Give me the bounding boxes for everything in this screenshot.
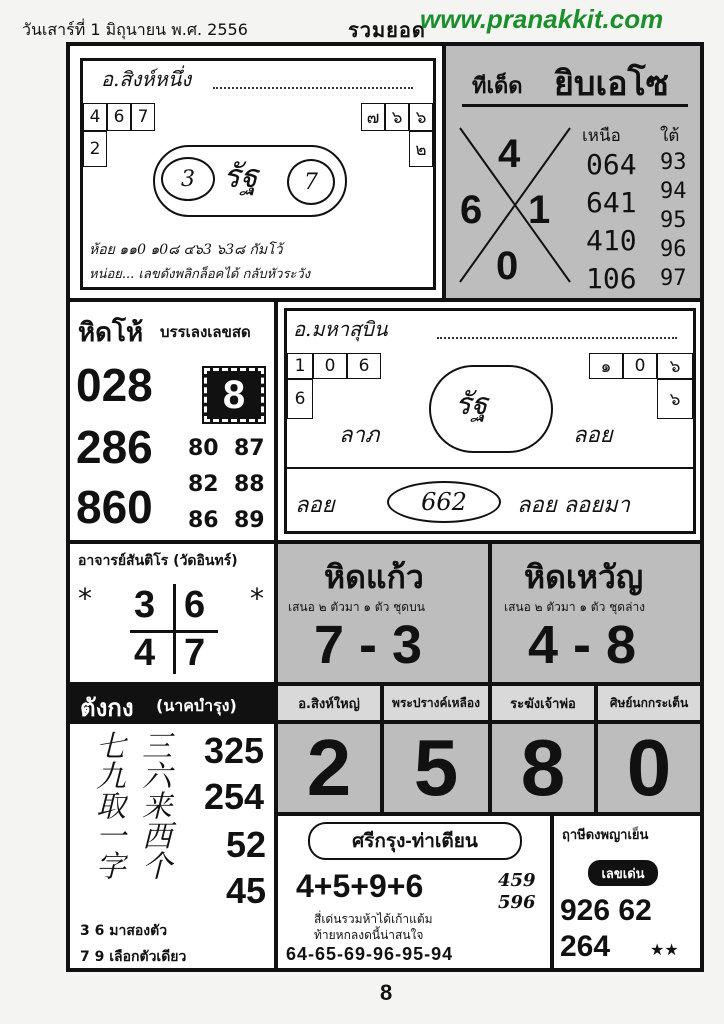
- sanitro-tl: 3: [134, 584, 156, 626]
- tang-kong-num-0: 325: [204, 730, 265, 771]
- ruesi-title: ฤาษีดงพญาเย็น: [562, 828, 649, 843]
- tang-kong-num-3: 45: [226, 870, 267, 911]
- four-label-2: ระฆังเจ้าพ่อ: [490, 684, 596, 722]
- guru-maha-r2: 0: [623, 353, 657, 379]
- sanitro-br: 7: [184, 632, 206, 674]
- hit-kaew-title: หิดแก้ว: [324, 559, 424, 595]
- hit-ho-title: หิดโห้: [78, 317, 144, 347]
- tang-kong-header: [68, 684, 276, 722]
- header-website[interactable]: www.pranakkit.com: [420, 4, 664, 34]
- hit-hwan-subtitle: เสนอ ๒ ตัวมา ๑ ตัว ชุดล่าง: [504, 600, 646, 614]
- sanitro-panel: [68, 542, 276, 684]
- sanitro-title: อาจารย์สันติโร (วัดอินทร์): [78, 553, 238, 569]
- hit-hwan-value: 4 - 8: [528, 615, 637, 675]
- guru-maha-l4: 6: [287, 379, 313, 419]
- guru-maha-bottom-center: 662: [387, 481, 501, 523]
- hit-ho-pair-2b: 89: [234, 508, 265, 533]
- tang-kong-chinese-right: 三六来西个: [136, 730, 171, 880]
- guru-singh-l3: 7: [131, 103, 155, 131]
- guru-maha-l1: 1: [287, 353, 313, 379]
- tid-ed-panel: [444, 44, 702, 300]
- srikrung-panel: [276, 814, 552, 970]
- tid-ed-col-north: เหนือ: [582, 126, 621, 146]
- hit-ho-subtitle: บรรเลงเลขสด: [160, 323, 251, 341]
- hit-ho-num-0: 028: [76, 359, 153, 411]
- hit-ho-panel: [68, 300, 276, 542]
- four-digit-1: 5: [382, 722, 490, 814]
- tid-ed-x-bottom: 0: [496, 244, 519, 288]
- guru-maha-title: อ.มหาสุบิน: [293, 317, 388, 341]
- sanitro-bl: 4: [134, 632, 156, 674]
- tid-ed-south-list: [660, 150, 687, 295]
- tang-kong-subtitle: (นาคบำรุง): [156, 696, 237, 715]
- guru-maha-right-word: ลอย: [573, 423, 613, 448]
- tang-kong-num-2: 52: [226, 824, 267, 865]
- tid-ed-name: ยิบเอโซ: [554, 65, 669, 103]
- hit-ho-pair-0a: 80: [188, 436, 219, 461]
- header-brand: รวมยอด: [348, 20, 426, 42]
- guru-maha-l3: 6: [347, 353, 381, 379]
- tid-ed-north-3: 106: [586, 262, 637, 295]
- guru-maha-card: [284, 308, 696, 534]
- guru-maha-divider: [287, 467, 695, 469]
- four-label-3: ศิษย์นกกระเต็น: [596, 684, 702, 722]
- tid-ed-south-0: 93: [660, 150, 687, 175]
- page-number: 8: [380, 980, 393, 1005]
- guru-maha-r4: ๖: [657, 379, 693, 419]
- tid-ed-south-3: 96: [660, 237, 687, 262]
- guru-maha-r1: ๑: [589, 353, 623, 379]
- guru-maha-l2: 0: [313, 353, 347, 379]
- hit-hwan-title: หิดเหวัญ: [524, 559, 644, 595]
- tid-ed-south-4: 97: [660, 266, 687, 291]
- guru-maha-left-word: ลาภ: [339, 423, 380, 448]
- sanitro-vline: [173, 584, 176, 674]
- guru-singh-ribbon: [213, 71, 413, 89]
- four-label-1: พระปรางค์เหลือง: [382, 684, 490, 722]
- tid-ed-north-1: 641: [586, 186, 637, 219]
- four-label-0: อ.สิงห์ใหญ่: [276, 684, 382, 722]
- guru-singh-r2: ๖: [385, 103, 409, 131]
- tid-ed-underline: [462, 104, 688, 107]
- guru-maha-word: รัฐ: [455, 387, 488, 422]
- guru-maha-bottom-left: ลอย: [295, 493, 335, 518]
- tid-ed-north-list: [586, 148, 637, 300]
- guru-singh-line2: หน่อย... เลขดังพลิกล็อคได้ กลับหัวระวัง: [89, 267, 311, 282]
- guru-singh-r1: ๗: [361, 103, 385, 131]
- tid-ed-south-1: 94: [660, 179, 687, 204]
- four-digit-3: 0: [596, 722, 702, 814]
- guru-maha-bottom-right: ลอย ลอยมา: [517, 493, 631, 518]
- hit-ho-badge: 8: [204, 368, 264, 422]
- tid-ed-col-south: ใต้: [660, 126, 680, 146]
- srikrung-formula: 4+5+9+6: [296, 868, 424, 904]
- guru-maha-cloud: [429, 365, 553, 453]
- guru-singh-r3: ๖: [409, 103, 433, 131]
- srikrung-note1: สี่เด่นรวมห้าได้เก้าแต้ม: [314, 912, 433, 926]
- guru-singh-circle-left: 3: [161, 157, 215, 201]
- guru-singh-card: [80, 58, 436, 290]
- guru-singh-title: อ.สิงห์หนึ่ง: [101, 67, 192, 91]
- hit-ho-pair-0b: 87: [234, 436, 265, 461]
- tid-ed-north-2: 410: [586, 224, 637, 257]
- srikrung-title: ศรีกรุง-ท่าเตียน: [308, 822, 522, 860]
- guru-singh-r4: ๒: [409, 131, 433, 167]
- sanitro-star-right: *: [250, 582, 264, 615]
- four-digit-0: 2: [276, 722, 382, 814]
- hit-kaew-panel: [276, 542, 490, 684]
- four-digit-2: 8: [490, 722, 596, 814]
- guru-maha-ribbon: [437, 323, 677, 339]
- tid-ed-x-right: 1: [528, 188, 551, 232]
- sanitro-star-left: *: [78, 582, 92, 615]
- guru-singh-l1: 4: [83, 103, 107, 131]
- tid-ed-south-2: 95: [660, 208, 687, 233]
- srikrung-side-1: 596: [498, 892, 536, 913]
- sanitro-tr: 6: [184, 584, 206, 626]
- ruesi-line1: 926 62: [560, 894, 652, 927]
- guru-singh-l4: 2: [83, 131, 107, 167]
- ruesi-line2: 264: [560, 930, 611, 963]
- hit-ho-pair-2a: 86: [188, 508, 219, 533]
- tid-ed-title: ทีเด็ด: [472, 73, 523, 98]
- tid-ed-x-left: 6: [460, 188, 483, 232]
- guru-singh-circle-right: 7: [287, 159, 335, 205]
- tang-kong-note2: 7 9 เลือกตัวเดียว: [80, 949, 187, 965]
- guru-singh-l2: 6: [107, 103, 131, 131]
- hit-ho-num-1: 286: [76, 421, 153, 473]
- tang-kong-num-1: 254: [204, 776, 265, 817]
- header-date: วันเสาร์ที่ 1 มิถุนายน พ.ศ. 2556: [22, 20, 248, 39]
- hit-hwan-panel: [490, 542, 702, 684]
- hit-kaew-subtitle: เสนอ ๒ ตัวมา ๑ ตัว ชุดบน: [288, 600, 425, 614]
- hit-kaew-value: 7 - 3: [314, 615, 423, 675]
- ruesi-panel: [552, 814, 702, 970]
- ruesi-stars: ★★: [650, 940, 679, 959]
- hit-ho-pair-1b: 88: [234, 472, 265, 497]
- tid-ed-x-top: 4: [498, 132, 521, 176]
- hit-ho-num-2: 860: [76, 481, 153, 533]
- tang-kong-note1: 3 6 มาสองตัว: [80, 923, 168, 939]
- ruesi-badge: เลขเด่น: [588, 860, 658, 886]
- srikrung-pairs: 64-65-69-96-95-94: [286, 944, 454, 964]
- srikrung-side-0: 459: [498, 870, 536, 891]
- tid-ed-north-0: 064: [586, 148, 637, 181]
- guru-singh-word: รัฐ: [223, 157, 258, 195]
- srikrung-note2: ท้ายหกลงดนี้น่าสนใจ: [314, 928, 424, 942]
- tang-kong-title: ตังกง: [80, 695, 134, 722]
- guru-singh-line1: ห้อย ๑๑0 ๑0๘ ๔๖3 ๖3๘ กัมโว้: [89, 242, 283, 258]
- hit-ho-pair-1a: 82: [188, 472, 219, 497]
- tang-kong-panel: [68, 722, 276, 970]
- guru-maha-r3: ๖: [657, 353, 693, 379]
- tang-kong-chinese-left: 七九取一字: [90, 730, 125, 880]
